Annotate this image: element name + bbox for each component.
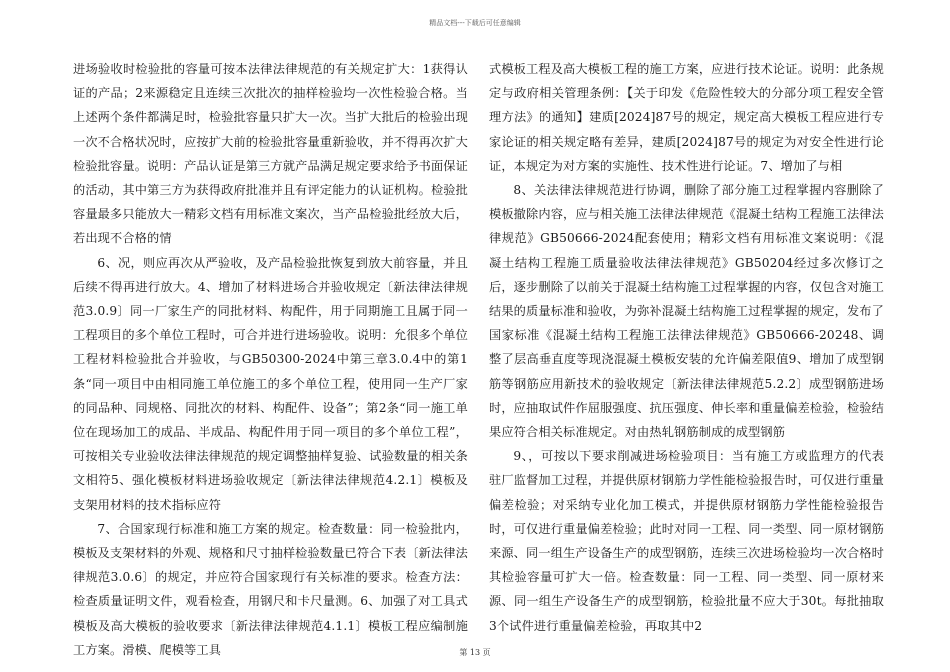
right-paragraph-2: 8、关法律法律规范进行协调，删除了部分施工过程掌握内容删除了模板撤除内容，应与相关施工法律法律规范《混凝土结构工程施工法律法律规范》GB50666-2024配套使用；精彩文档有用标准文案说明：《混凝土结构工程施工质量验收法律法律规范》GB50204经过多次修订之后，逐步删除了以前关于混凝土结构施工过程掌握的内容，仅包含对施工结果的质量标准和验收，为弥补混凝土结构施工过程掌握的规定，发布了国家标准《混凝土结构工程施工法律法律规范》GB50666-20248、调整了层高垂直度等现浇混凝土模板安装的允许偏差限值9、增加了成型钢筋等钢筋应用新技术的验收规定〔新法律法律规范5.2.2〕成型钢筋进场时，应抽取试件作屈服强度、抗压强度、伸长率和重量偏差检验，检验结果应符合相关标准规定。对由热轧钢筋制成的成型钢筋 xyxy=(489,183,884,440)
page-header: 精品文档---下载后可任意编辑 xyxy=(429,19,521,27)
left-paragraph-3: 7、合国家现行标准和施工方案的规定。检查数量：同一检验批内，模板及支架材料的外观、规格和尺寸抽样检验数量已符合下表〔新法律法律规范3.0.6〕的规定，并应符合国家现行有关标准的要求。检查方法：检查质量证明文件，观看检查，用钢尺和卡尺量测。6、加强了对工具式模板及高大模板的验收要求〔新法律法律规范4.1.1〕模板工程应编制施工方案。滑模、爬模等工具 xyxy=(73,521,468,657)
page-number: 第 13 页 xyxy=(459,648,491,657)
right-paragraph-1: 式模板工程及高大模板工程的施工方案，应进行技术论证。说明：此条规定与政府相关管理条例：【关于印发《危险性较大的分部分项工程安全管理方法》的通知】建质[2024]87号的规定，规定高大模板工程应进行专家论证的相关规定略有差异，建质[2024]87号的规定为对安全性进行论证，本规定为对方案的实施性、技术性进行论证。7、增加了与相 xyxy=(489,62,884,173)
left-column xyxy=(73,57,468,662)
right-column xyxy=(489,57,884,638)
right-paragraph-3: 9、，可按以下要求削减进场检验项目：当有施工方或监理方的代表驻厂监督加工过程，并提供原材钢筋力学性能检验报告时，可仅进行重量偏差检验；对采纳专业化加工模式，并提供原材钢筋力学性能检验报告时，可仅进行重量偏差检验；此时对同一工程、同一类型、同一原材钢筋来源、同一组生产设备生产的成型钢筋，连续三次进场检验均一次合格时其检验容量可扩大一倍。检查数量：同一工程、同一类型、同一原材来源、同一组生产设备生产的成型钢筋，检验批量不应大于30t。每批抽取3个试件进行重量偏差检验，再取其中2 xyxy=(489,449,884,633)
left-paragraph-1: 进场验收时检验批的容量可按本法律法律规范的有关规定扩大：1获得认证的产品；2来源稳定且连续三次批次的抽样检验均一次性检验合格。当上述两个条件都满足时，检验批容量只扩大一次。当扩大批后的检验出现一次不合格状况时，应按扩大前的检验批容量重新验收，并不得再次扩大检验批容量。说明：产品认证是第三方就产品满足规定要求给予书面保证的活动，其中第三方为获得政府批准并且有评定能力的认证机构。检验批容量最多只能放大一精彩文档有用标准文案次，当产品检验批经放大后，若出现不合格的情 xyxy=(73,62,468,246)
left-paragraph-2: 6、况，则应再次从严验收，及产品检验批恢复到放大前容量，并且后续不得再进行放大。4、增加了材料进场合并验收规定〔新法律法律规范3.0.9〕同一厂家生产的同批材料、构配件，用于同期施工且属于同一工程项目的多个单位工程时，可合并进行进场验收。说明：允很多个单位工程材料检验批合并验收，与GB50300-2024中第三章3.0.4中的第1条“同一项目中由相同施工单位施工的多个单位工程，使用同一生产厂家的同品种、同规格、同批次的材料、构配件、设备”；第2条“同一施工单位在现场加工的成品、半成品、构配件用于同一项目的多个单位工程”，可按相关专业验收法律法律规范的规定调整抽样复验、试验数量的相关条文相符5、强化模板材料进场验收规定〔新法律法律规范4.2.1〕模板及支架用材料的技术指标应符 xyxy=(73,255,468,512)
